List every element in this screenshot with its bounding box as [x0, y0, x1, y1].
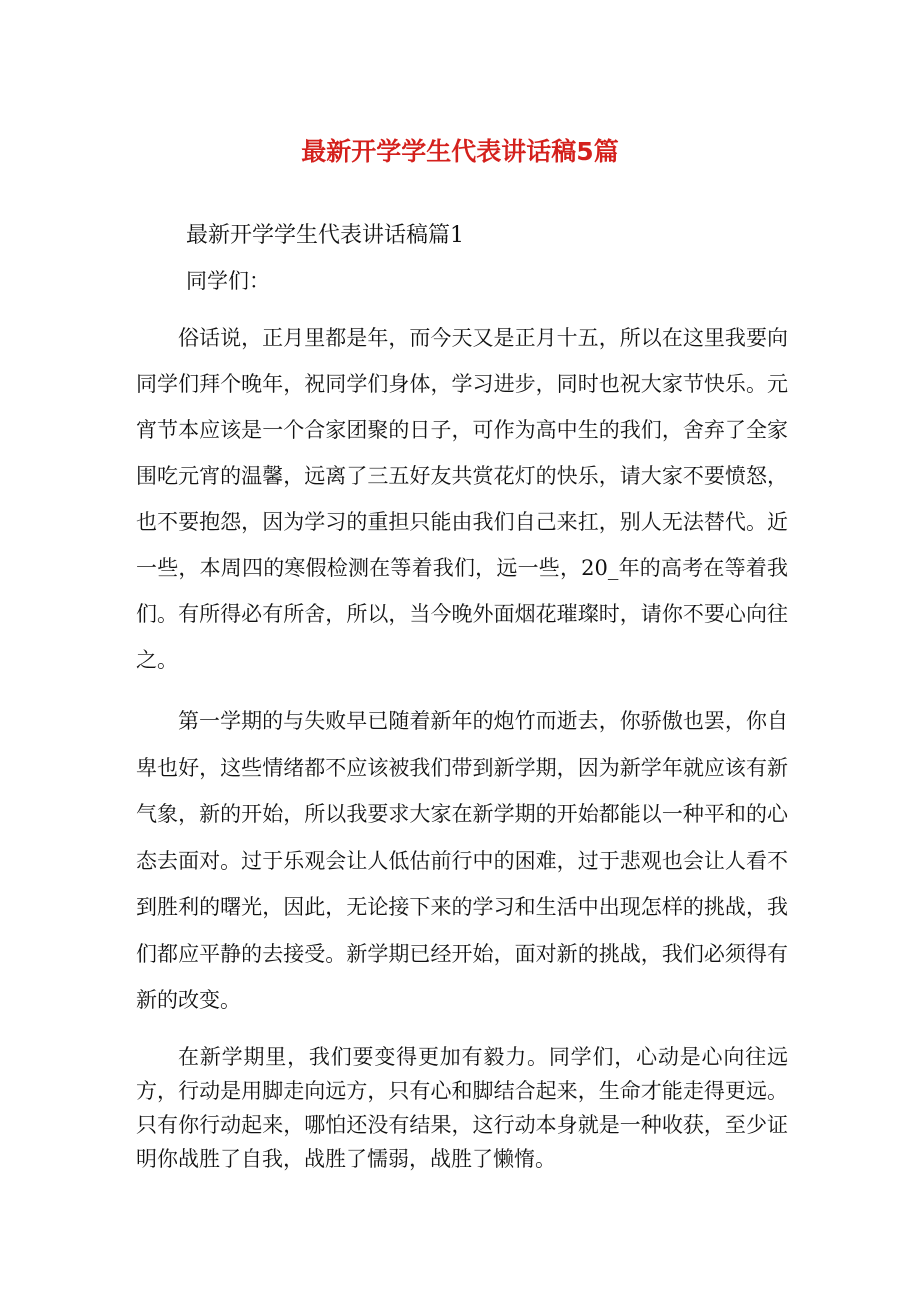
- paragraph-2: 第一学期的与失败早已随着新年的炮竹而逝去，你骄傲也罢，你自卑也好，这些情绪都不应该被我们带到新学期，因为新学年就应该有新气象，新的开始，所以我要求大家在新学期的开始都能以一种平和的心态去面对。过于乐观会让人低估前行中的困难，过于悲观也会让人看不到胜利的曙光，因此，无论接下来的学习和生活中出现怎样的挑战，我们都应平静的去接受。新学期已经开始，面对新的挑战，我们必须得有新的改变。: [136, 709, 788, 1012]
- greeting-line: 同学们：: [186, 269, 270, 293]
- paragraph-1: 俗话说，正月里都是年，而今天又是正月十五，所以在这里我要向同学们拜个晚年，祝同学们身体，学习进步，同时也祝大家节快乐。元宵节本应该是一个合家团聚的日子，可作为高中生的我们，舍弃了全家围吃元宵的温馨，远离了三五好友共赏花灯的快乐，请大家不要愤怒，也不要抱怨，因为学习的重担只能由我们自己来扛，别人无法替代。近一些，本周四的寒假检测在等着我们，远一些，20_年的高考在等着我们。有所得必有所舍，所以，当今晚外面烟花璀璨时，请你不要心向往之。: [136, 326, 788, 672]
- paragraph-3: 在新学期里，我们要变得更加有毅力。同学们，心动是心向往远方，行动是用脚走向远方，只有心和脚结合起来，生命才能走得更远。只有你行动起来，哪怕还没有结果，这行动本身就是一种收获，至少证明你战胜了自我，战胜了懦弱，战胜了懒惰。: [136, 1045, 788, 1171]
- document-title: 最新开学学生代表讲话稿5篇: [301, 136, 619, 166]
- section-heading: 最新开学学生代表讲话稿篇1: [186, 223, 464, 248]
